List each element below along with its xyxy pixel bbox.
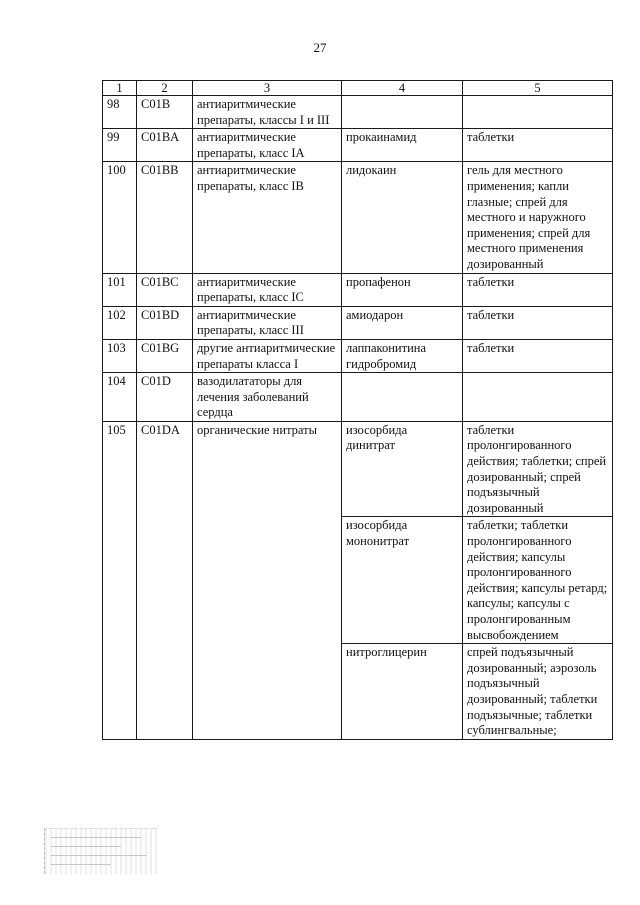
dosage-form: таблетки	[463, 129, 613, 162]
drug-name: лидокаин	[342, 162, 463, 273]
drug-group: антиаритмические препараты, классы I и III	[193, 96, 342, 129]
table-row	[103, 306, 613, 339]
atc-code: C01DA	[137, 421, 193, 739]
drug-name: нитроглицерин	[342, 644, 463, 740]
row-number: 102	[103, 306, 137, 339]
drug-name: прокаинамид	[342, 129, 463, 162]
drug-group: антиаритмические препараты, класс IB	[193, 162, 342, 273]
atc-code: C01D	[137, 373, 193, 422]
dosage-form: таблетки пролонгированного действия; таблетки; спрей дозированный; спрей подъязычный дозированный	[463, 421, 613, 517]
drug-name	[342, 373, 463, 422]
column-header: 4	[342, 81, 463, 96]
drug-name: пропафенон	[342, 273, 463, 306]
dosage-form: гель для местного применения; капли глазные; спрей для местного и наружного применения; спрей для местного применения дозированный	[463, 162, 613, 273]
drug-name: изосорбида динитрат	[342, 421, 463, 517]
table-row	[103, 96, 613, 129]
drug-group: органические нитраты	[193, 421, 342, 739]
row-number: 103	[103, 339, 137, 372]
column-header: 3	[193, 81, 342, 96]
row-number: 105	[103, 421, 137, 739]
table-row	[103, 373, 613, 422]
atc-code: C01BD	[137, 306, 193, 339]
dosage-form: таблетки; таблетки пролонгированного действия; капсулы пролонгированного действия; капсулы ретард; капсулы; капсулы с пролонгированным высвобождением	[463, 517, 613, 644]
row-number: 101	[103, 273, 137, 306]
dosage-form: спрей подъязычный дозированный; аэрозоль подъязычный дозированный; таблетки подъязычные; таблетки сублингвальные;	[463, 644, 613, 740]
drug-group: антиаритмические препараты, класс IA	[193, 129, 342, 162]
table-row	[103, 421, 613, 517]
row-number: 98	[103, 96, 137, 129]
dosage-form: таблетки	[463, 306, 613, 339]
table-header-row	[103, 81, 613, 96]
drug-group: антиаритмические препараты, класс IC	[193, 273, 342, 306]
dosage-form	[463, 96, 613, 129]
drug-group: вазодилататоры для лечения заболеваний сердца	[193, 373, 342, 422]
atc-code: C01BB	[137, 162, 193, 273]
drug-name: изосорбида мононитрат	[342, 517, 463, 644]
column-header: 1	[103, 81, 137, 96]
column-header: 2	[137, 81, 193, 96]
row-number: 104	[103, 373, 137, 422]
table-row	[103, 339, 613, 372]
page-number: 27	[313, 40, 327, 55]
drug-name: лаппаконитина гидробромид	[342, 339, 463, 372]
drug-group: другие антиаритмические препараты класса I	[193, 339, 342, 372]
row-number: 99	[103, 129, 137, 162]
table-row	[103, 273, 613, 306]
column-header: 5	[463, 81, 613, 96]
dosage-form: таблетки	[463, 273, 613, 306]
atc-code: C01BA	[137, 129, 193, 162]
dosage-form: таблетки	[463, 339, 613, 372]
atc-code: C01BG	[137, 339, 193, 372]
table-row	[103, 129, 613, 162]
drug-name	[342, 96, 463, 129]
drug-name: амиодарон	[342, 306, 463, 339]
row-number: 100	[103, 162, 137, 273]
atc-code: C01BC	[137, 273, 193, 306]
table-row	[103, 162, 613, 273]
drug-table	[102, 80, 613, 740]
drug-group: антиаритмические препараты, класс III	[193, 306, 342, 339]
dosage-form	[463, 373, 613, 422]
faded-stamp-mark	[44, 828, 157, 874]
atc-code: C01B	[137, 96, 193, 129]
